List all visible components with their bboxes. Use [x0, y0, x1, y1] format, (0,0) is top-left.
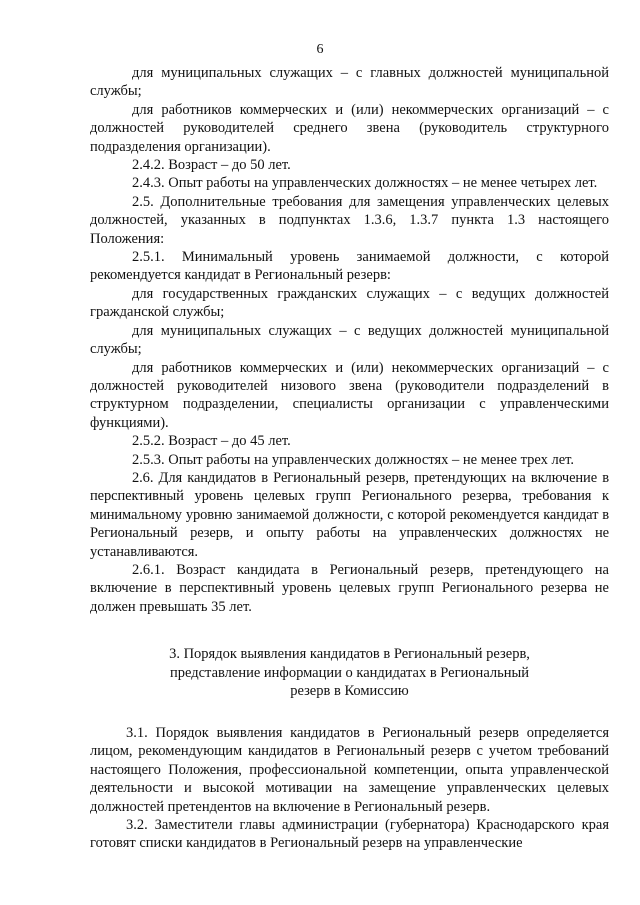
section-3-heading	[90, 645, 609, 701]
paragraph-2-4-3: 2.4.3. Опыт работы на управленческих должностях – не менее четырех лет.	[132, 175, 598, 192]
paragraph-2-5-3: 2.5.3. Опыт работы на управленческих должностях – не менее трех лет.	[132, 451, 574, 468]
paragraph-2-5-2: 2.5.2. Возраст – до 45 лет.	[132, 433, 291, 450]
page-number: 6	[316, 42, 324, 57]
paragraph-3-1: 3.1. Порядок выявления кандидатов в Региональный резерв определяется лицом, рекомендующим кандидатов в Региональный резерв с учетом требований настоящего Положения, профессиональной компетенции, опыта управленческой деятельности и высокой мотивации на замещение управленческих целевых должностей претендентов на включение в Региональный резерв.	[90, 724, 609, 815]
paragraph-2-5-1: 2.5.1. Минимальный уровень занимаемой должности, с которой рекомендуется кандидат в Региональный резерв:	[90, 249, 609, 284]
paragraph-2-5: 2.5. Дополнительные требования для замещения управленческих целевых должностей, указанных в подпунктах 1.3.6, 1.3.7 пункта 1.3 настоящего Положения:	[90, 193, 609, 247]
paragraph-commercial-lower: для работников коммерческих и (или) некоммерческих организаций – с должностей руководителей низового звена (руководители подразделений в структурном подразделении, специалисты организации с управленческими функциями).	[90, 359, 609, 431]
section-3-heading-line-3: резерв в Комиссию	[290, 683, 409, 700]
paragraph-3-2: 3.2. Заместители главы администрации (губернатора) Краснодарского края готовят списки кандидатов в Региональный резерв на управленческие	[90, 817, 609, 852]
paragraph-municipal-leading: для муниципальных служащих – с ведущих должностей муниципальной службы;	[90, 322, 609, 358]
paragraph-municipal-chief: для муниципальных служащих – с главных должностей муниципальной службы;	[90, 65, 609, 100]
paragraph-commercial-middle: для работников коммерческих и (или) некоммерческих организаций – с должностей руководителей среднего звена (руководитель структурного подразделения организации).	[90, 101, 609, 155]
paragraph-state-civil-leading: для государственных гражданских служащих – с ведущих должностей гражданской службы;	[90, 285, 609, 321]
document-body	[90, 64, 609, 853]
section-3-heading-line-1: 3. Порядок выявления кандидатов в Региональный резерв,	[169, 646, 530, 663]
paragraph-2-6: 2.6. Для кандидатов в Региональный резерв, претендующих на включение в перспективный уровень целевых групп Регионального резерва, требования к минимальному уровню занимаемой должности, с которой рекомендуется кандидат в Региональный резерв, и опыту работы на управленческих должностях не устанавливаются.	[90, 469, 609, 560]
paragraph-2-4-2: 2.4.2. Возраст – до 50 лет.	[132, 157, 291, 174]
paragraph-2-6-1: 2.6.1. Возраст кандидата в Региональный резерв, претендующего на включение в перспективный уровень целевых групп Регионального резерва не должен превышать 35 лет.	[90, 561, 609, 615]
section-3-heading-line-2: представление информации о кандидатах в Региональный	[169, 664, 529, 681]
